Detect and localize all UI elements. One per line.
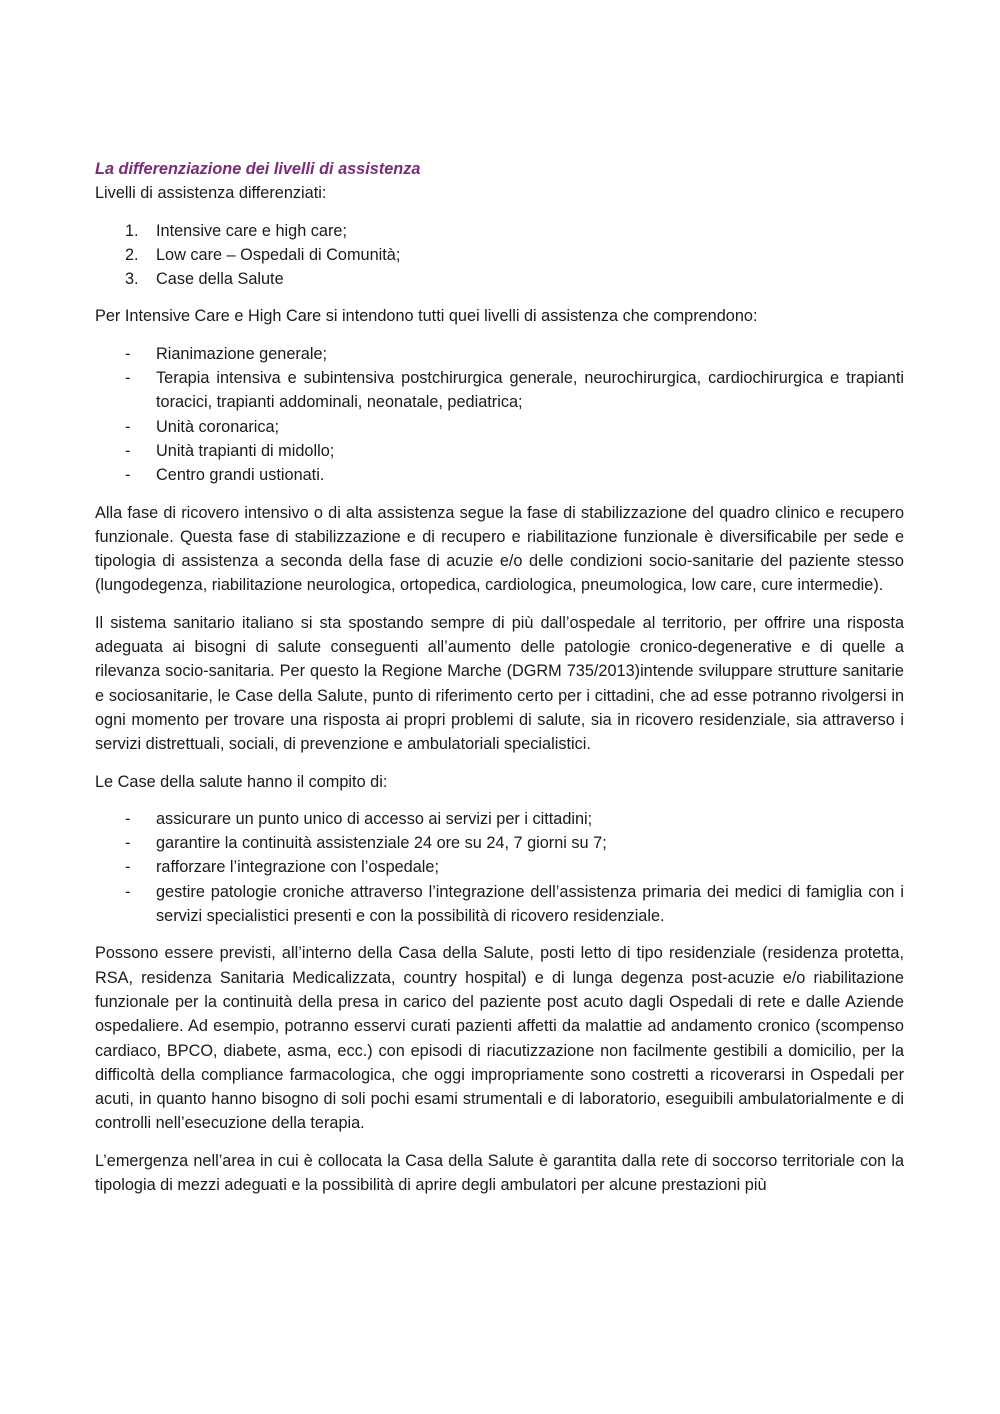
list-item <box>95 243 904 267</box>
levels-intro: Livelli di assistenza differenziati: <box>95 184 327 203</box>
list-item-text: garantire la continuità assistenziale 24 ore su 24, 7 giorni su 7; <box>156 834 607 853</box>
list-marker: - <box>125 441 131 460</box>
paragraph-recovery: Alla fase di ricovero intensivo o di alta assistenza segue la fase di stabilizzazione del quadro clinico e recupero funzionale. Questa fase di stabilizzazione e di recupero e riabilitazione funzionale è diversificabile per sede e tipologia di assistenza a seconda della fase di acuzie e/o delle condizioni socio-sanitarie del paziente stesso (lungodegenza, riabilitazione neurologica, ortopedica, cardiologica, pneumologica, low care, cure intermedie). <box>95 503 904 595</box>
list-marker: 2. <box>125 245 139 264</box>
tasks-list <box>95 807 904 928</box>
list-item <box>95 807 904 831</box>
list-marker: - <box>125 809 131 828</box>
list-item <box>95 366 904 415</box>
list-item-text: gestire patologie croniche attraverso l’integrazione dell’assistenza primaria dei medici di famiglia con i servizi specialistici presenti e con la possibilità di ricovero residenziale. <box>156 882 904 926</box>
list-item-text: Intensive care e high care; <box>156 221 347 240</box>
list-item <box>95 415 904 439</box>
paragraph-residential-beds: Possono essere previsti, all’interno della Casa della Salute, posti letto di tipo residenziale (residenza protetta, RSA, residenza Sanitaria Medicalizzata, country hospital) e di lunga degenza post-acuzie e/o riabilitazione funzionale per la continuità della presa in carico del paziente post acuto dagli Ospedali di rete e dalle Aziende ospedaliere. Ad esempio, potranno esservi curati pazienti affetti da malattie ad andamento cronico (scompenso cardiaco, BPCO, diabete, asma, ecc.) con episodi di riacutizzazione non facilmente gestibili a domicilio, per la difficoltà della compliance farmacologica, che oggi impropriamente sono costretti a ricoverarsi in Ospedali per acuti, in quanto hanno bisogno di soli pochi esami strumentali e di laboratorio, eseguibili ambulatorialmente e di controlli nell’esecuzione della terapia. <box>95 944 904 1133</box>
list-item <box>95 342 904 366</box>
list-item <box>95 880 904 929</box>
intensive-intro: Per Intensive Care e High Care si intendono tutti quei livelli di assistenza che comprendono: <box>95 307 758 326</box>
list-item-text: Terapia intensiva e subintensiva postchirurgica generale, neurochirurgica, cardiochirurgica e trapianti toracici, trapianti addominali, neonatale, pediatrica; <box>156 369 904 412</box>
paragraph-emergency: L’emergenza nell’area in cui è collocata la Casa della Salute è garantita dalla rete di soccorso territoriale con la tipologia di mezzi adeguati e la possibilità di aprire degli ambulatori per alcune prestazioni più <box>95 1151 904 1194</box>
list-item <box>95 831 904 855</box>
document-page <box>95 157 904 1210</box>
list-marker: - <box>125 466 131 485</box>
list-item <box>95 267 904 291</box>
list-item <box>95 219 904 243</box>
list-item-text: Case della Salute <box>156 270 284 289</box>
list-item-text: Unità trapianti di midollo; <box>156 441 335 460</box>
list-item <box>95 439 904 463</box>
list-item <box>95 463 904 487</box>
tasks-intro: Le Case della salute hanno il compito di: <box>95 772 388 791</box>
list-marker: 1. <box>125 221 139 240</box>
list-item <box>95 855 904 879</box>
list-item-text: assicurare un punto unico di accesso ai servizi per i cittadini; <box>156 809 593 828</box>
list-item-text: Rianimazione generale; <box>156 344 328 363</box>
list-item-text: Centro grandi ustionati. <box>156 466 325 485</box>
list-marker: - <box>125 344 131 363</box>
levels-list <box>95 219 904 292</box>
list-item-text: rafforzare l’integrazione con l’ospedale; <box>156 858 439 877</box>
list-item-text: Unità coronarica; <box>156 417 280 436</box>
list-item-text: Low care – Ospedali di Comunità; <box>156 245 401 264</box>
list-marker: - <box>125 882 131 901</box>
list-marker: - <box>125 834 131 853</box>
list-marker: 3. <box>125 270 139 289</box>
list-marker: - <box>125 858 131 877</box>
section-title: La differenziazione dei livelli di assistenza <box>95 160 421 178</box>
list-marker: - <box>125 417 131 436</box>
list-marker: - <box>125 369 131 388</box>
paragraph-health-system: Il sistema sanitario italiano si sta spostando sempre di più dall’ospedale al territorio, per offrire una risposta adeguata ai bisogni di salute conseguenti all’aumento delle patologie cronico-degenerative e di quelle a rilevanza socio-sanitaria. Per questo la Regione Marche (DGRM 735/2013)intende sviluppare strutture sanitarie e sociosanitarie, le Case della Salute, punto di riferimento certo per i cittadini, che ad esse potranno rivolgersi in ogni momento per trovare una risposta ai propri problemi di salute, sia in ricovero residenziale, sia attraverso i servizi distrettuali, sociali, di prevenzione e ambulatoriali specialistici. <box>95 613 904 754</box>
intensive-list <box>95 342 904 488</box>
